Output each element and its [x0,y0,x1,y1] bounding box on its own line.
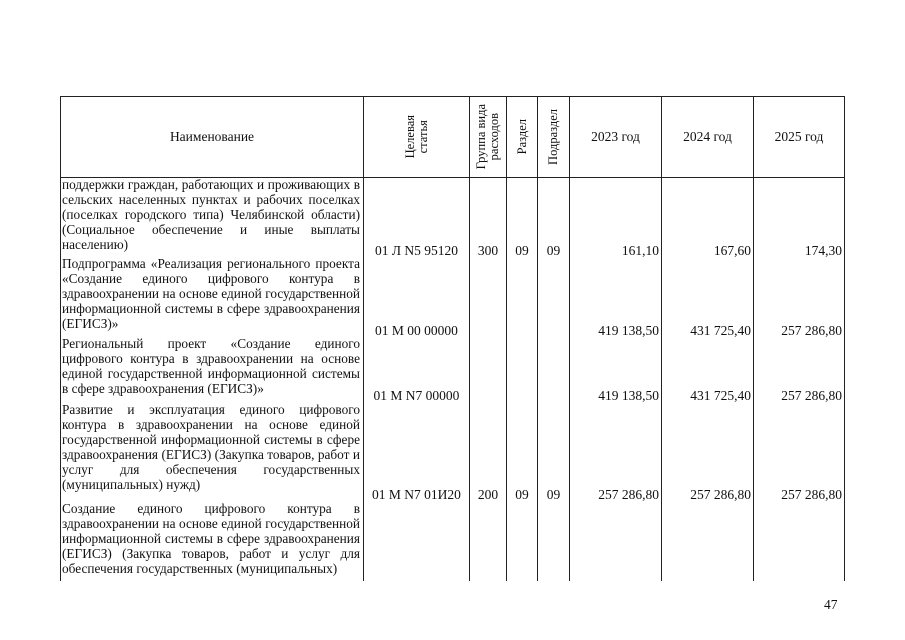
row-section: 09 [515,487,529,502]
header-2024 [662,97,753,177]
row-subsection: 09 [546,243,561,258]
header-2023-text: 2023 год [591,129,640,144]
row-name: Региональный проект «Создание единого цифрового контура в здравоохранении на основе единой государственной информационной системы в сфере здравоохранения (ЕГИСЗ)» [62,336,360,396]
row-2023: 257 286,80 [598,487,659,502]
header-target-article [364,97,469,177]
row-2024: 167,60 [713,243,751,258]
header-section [507,97,537,177]
row-code: 01 Л N5 95120 [374,243,459,258]
row-2025: 257 286,80 [781,487,842,502]
page-number: 47 [824,597,838,612]
header-2025 [754,97,844,177]
row-section: 09 [515,243,529,258]
row-code: 01 М N7 00000 [373,388,460,403]
header-name [61,97,363,177]
row-2024: 257 286,80 [690,487,751,502]
row-name: Создание единого цифрового контура в здравоохранении на основе единой государственной информационной системы в сфере здравоохранения (ЕГИСЗ) (Закупка товаров, работ и услуг для обеспечения государственных (муниципальных) [62,501,360,576]
header-subsection [538,97,569,177]
row-2023: 419 138,50 [598,388,659,403]
row-2023: 161,10 [621,243,659,258]
row-2025: 174,30 [804,243,842,258]
row-2023: 419 138,50 [598,323,659,338]
header-name-text: Наименование [169,129,255,144]
header-section-text: Раздел [514,119,529,155]
row-2025: 257 286,80 [781,388,842,403]
row-subsection: 09 [546,487,561,502]
row-code: 01 М 00 00000 [375,323,458,338]
header-expense-group [470,97,506,177]
header-subsection-text: Подраздел [546,109,560,165]
row-group: 200 [477,487,499,502]
header-expense-group-text: Группа вида расходов [474,104,501,170]
header-2023 [570,97,661,177]
row-group: 300 [477,243,499,258]
row-name: Подпрограмма «Реализация регионального проекта «Создание единого цифрового контура в здравоохранении на основе единой государственной информационной системы в сфере здравоохранения (ЕГИСЗ)» [62,256,360,331]
header-2025-text: 2025 год [774,129,824,144]
header-2024-text: 2024 год [683,129,732,144]
table-right-border [844,96,845,581]
row-2024: 431 725,40 [690,323,751,338]
row-name: Развитие и эксплуатация единого цифрового контура в здравоохранении на основе единой государственной информационной системы в сфере здравоохранения (ЕГИСЗ) (Закупка товаров, работ и услуг для обеспечения государственных (муниципальных) нужд) [62,402,360,492]
row-name: поддержки граждан, работающих и проживающих в сельских населенных пунктах и рабочих поселках (поселках городского типа) Челябинской области) (Социальное обеспечение и иные выплаты населению) [62,177,360,252]
row-2024: 431 725,40 [690,388,751,403]
row-2025: 257 286,80 [781,323,842,338]
header-target-article-text: Целевая статья [402,115,430,159]
row-code: 01 М N7 01И20 [372,487,461,502]
